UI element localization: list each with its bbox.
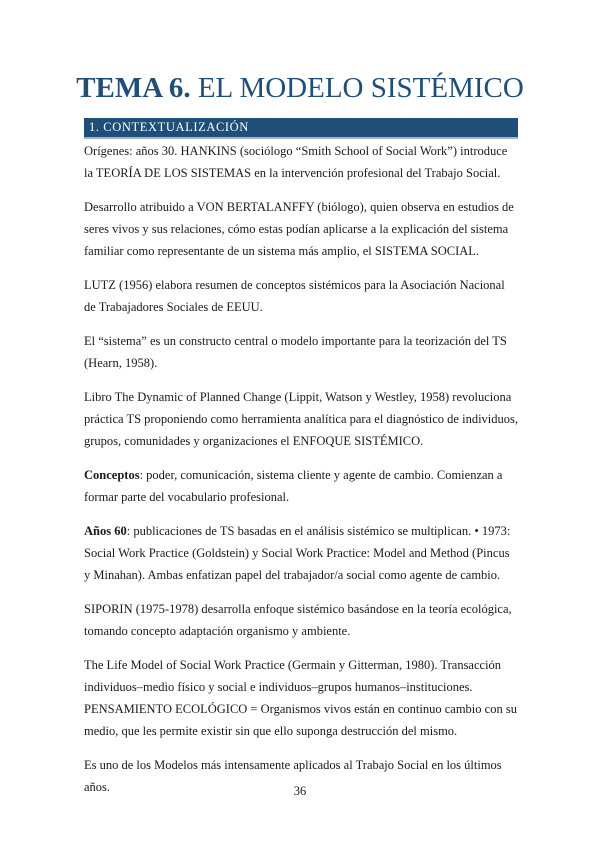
title-rest: EL MODELO SISTÉMICO	[190, 72, 524, 104]
anos-60-label: Años 60	[84, 524, 127, 538]
body-text	[84, 140, 518, 810]
paragraph-sistema: El “sistema” es un constructo central o modelo importante para la teorización del TS (Hearn, 1958).	[84, 334, 507, 370]
title-prefix: TEMA 6.	[76, 72, 191, 104]
page-number: 36	[293, 784, 307, 798]
paragraph-bertalanffy: Desarrollo atribuido a VON BERTALANFFY (biólogo), quien observa en estudios de seres vivos y sus relaciones, cómo estas podían aplicarse a la explicación del sistema familiar como representante de un sistema más amplio, el SISTEMA SOCIAL.	[84, 200, 514, 258]
paragraph-life-model: The Life Model of Social Work Practice (Germain y Gitterman, 1980). Transacción individuos–medio físico y social e individuos–grupos humanos–instituciones. PENSAMIENTO ECOLÓGICO = Organismos vivos están en continuo cambio con su medio, que les permite existir sin que ello suponga destrucción del mismo.	[84, 658, 517, 738]
paragraph-anos-60	[84, 520, 518, 586]
anos-60-text: : publicaciones de TS basadas en el análisis sistémico se multiplican. • 1973: Social Work Practice (Goldstein) y Social Work Practice: Model and Method (Pincus y Minahan). Ambas enfatizan papel del trabajador/a social como agente de cambio.	[84, 524, 511, 582]
page-title	[0, 70, 600, 106]
conceptos-text: : poder, comunicación, sistema cliente y agente de cambio. Comienzan a formar parte del vocabulario profesional.	[84, 468, 503, 504]
paragraph-planned-change: Libro The Dynamic of Planned Change (Lippit, Watson y Westley, 1958) revoluciona práctica TS proponiendo como herramienta analítica para el diagnóstico de individuos, grupos, comunidades y organizaciones el ENFOQUE SISTÉMICO.	[84, 390, 519, 448]
paragraph-origins: Orígenes: años 30. HANKINS (sociólogo “Smith School of Social Work”) introduce la TEORÍA DE LOS SISTEMAS en la intervención profesional del Trabajo Social.	[84, 144, 508, 180]
paragraph-conceptos	[84, 464, 518, 508]
paragraph-siporin: SIPORIN (1975-1978) desarrolla enfoque sistémico basándose en la teoría ecológica, tomando concepto adaptación organismo y ambiente.	[84, 602, 512, 638]
paragraph-lutz: LUTZ (1956) elabora resumen de conceptos sistémicos para la Asociación Nacional de Trabajadores Sociales de EEUU.	[84, 278, 505, 314]
section-heading-bar	[84, 118, 518, 139]
paragraph-conclusion: Es uno de los Modelos más intensamente aplicados al Trabajo Social en los últimos años.	[84, 758, 502, 794]
section-heading: 1. CONTEXTUALIZACIÓN	[89, 120, 249, 134]
conceptos-label: Conceptos	[84, 468, 140, 482]
